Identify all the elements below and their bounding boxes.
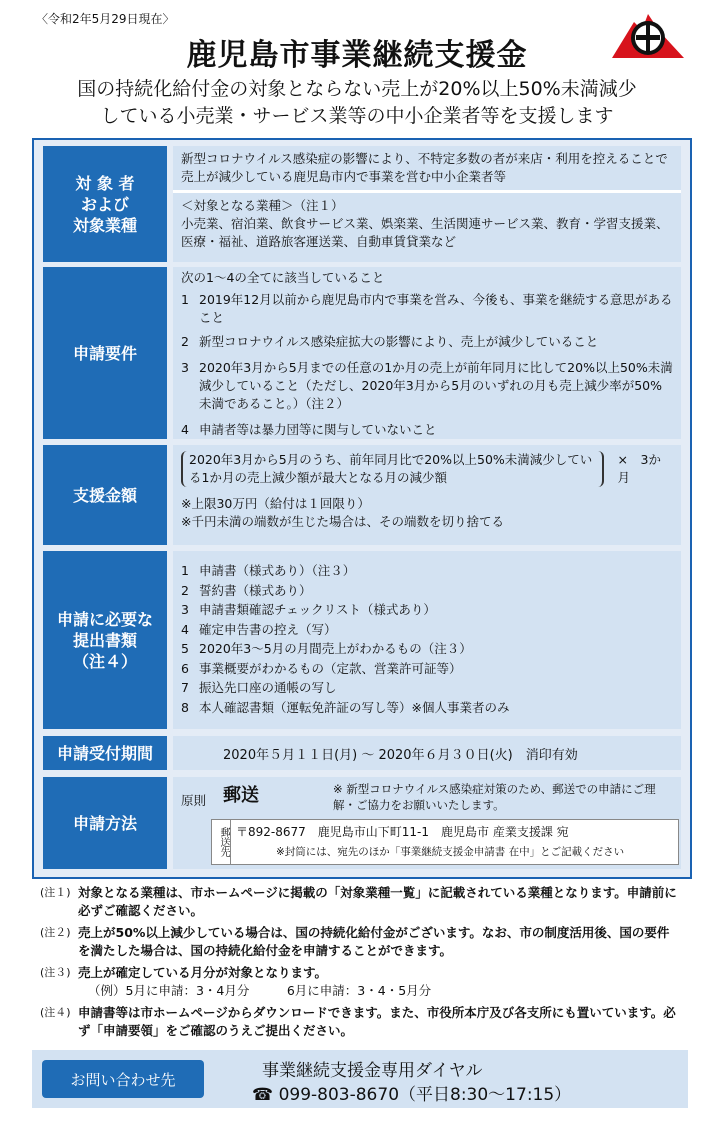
footnote: (注２) 売上が50%以上減少している場合は、国の持続化給付金がございます。なお、市の制度活用後、国の要件を満たした場合は、国の持続化給付金を申請することができます。 [40, 925, 670, 958]
section-content-documents [173, 551, 681, 729]
requirement-item: 4 申請者等は暴力団等に関与していないこと [181, 422, 437, 437]
page-title: 鹿児島市事業継続支援金 [186, 38, 528, 73]
amount-formula: 2020年3月から5月のうち、前年同月比で20%以上50%未満減少している1か月の売上減少額が最大となる月の減少額 [181, 451, 604, 487]
requirements-intro: 次の1～4の全てに該当していること [181, 270, 385, 285]
document-item: 8 本人確認書類（運転免許証の写し等）※個人事業者のみ [181, 699, 510, 715]
section-label-target: 対 象 者 および 対象業種 [43, 146, 167, 262]
application-period: 2020年５月１１日(月) ～ 2020年６月３０日(火) 消印有効 [223, 747, 578, 763]
principle-label: 原則 [181, 793, 207, 808]
document-item: 2 誓約書（様式あり） [181, 582, 312, 598]
section-documents [43, 551, 681, 729]
industry-list: 小売業、宿泊業、飲食サービス業、娯楽業、生活関連サービス業、教育・学習支援業、医療・福祉、道路旅客運送業、自動車賃貸業など [181, 216, 669, 249]
section-label-period: 申請受付期間 [43, 736, 167, 770]
subtitle [20, 76, 694, 130]
section-content-amount [173, 445, 681, 545]
document-item: 3 申請書類確認チェックリスト（様式あり） [181, 602, 436, 617]
section-content-requirements [173, 267, 681, 439]
section-label-requirements: 申請要件 [43, 267, 167, 439]
city-emblem-logo [612, 8, 684, 64]
section-amount [43, 445, 681, 545]
mail-address-box [211, 819, 679, 865]
mail-method: 郵送 [223, 785, 259, 806]
footnotes [40, 884, 680, 1044]
amount-rounding-note: ※千円未満の端数が生じた場合は、その端数を切り捨てる [181, 514, 504, 529]
mail-address-tag: 郵送先 [212, 820, 231, 864]
section-target [43, 146, 681, 262]
amount-cap-note: ※上限30万円（給付は１回限り） [181, 496, 370, 511]
requirement-item: 2 新型コロナウイルス感染症拡大の影響により、売上が減少していること [181, 334, 599, 349]
section-label-method: 申請方法 [43, 777, 167, 869]
footnote-example: （例）5月に申請：3・4月分 6月に申請：3・4・5月分 [88, 983, 432, 998]
footnote: (注１) 対象となる業種は、市ホームページに掲載の「対象業種一覧」に記載されている業種となります。申請前に必ずご確認ください。 [40, 885, 677, 918]
requirement-item: 1 2019年12月以前から鹿児島市内で事業を営み、今後も、事業を継続する意思があること [181, 292, 673, 325]
section-content-target [173, 146, 681, 262]
section-method [43, 777, 681, 869]
contact-panel [32, 1050, 688, 1108]
amount-multiplier: × 3か月 [617, 452, 661, 485]
section-requirements [43, 267, 681, 439]
document-item: 6 事業概要がわかるもの（定款、営業許可証等） [181, 660, 462, 676]
document-item: 5 2020年3～5月の月間売上がわかるもの（注３） [181, 641, 472, 656]
section-period [43, 736, 681, 770]
document-item: 4 確定申告書の控え（写） [181, 621, 337, 637]
section-content-method [173, 777, 681, 869]
as-of-date: 〈令和2年5月29日現在〉 [36, 12, 175, 26]
section-label-documents: 申請に必要な 提出書類 （注４） [43, 551, 167, 729]
industry-heading: ＜対象となる業種＞（注１） [181, 198, 344, 213]
contact-button[interactable]: お問い合わせ先 [42, 1060, 204, 1098]
target-description: 新型コロナウイルス感染症の影響により、不特定多数の者が来店・利用を控えることで売上が減少している鹿児島市内で事業を営む中小企業者等 [181, 151, 668, 184]
requirement-item: 3 2020年3月から5月までの任意の1か月の売上が前年同月に比して20%以上50%未満減少していること（ただし、2020年3月から5月のいずれの月も売上減少率が50%未満であること。）（注２） [181, 360, 673, 411]
subtitle-line-1: 国の持続化給付金の対象とならない売上が20%以上50%未満減少 [77, 78, 637, 100]
document-item: 7 振込先口座の通帳の写し [181, 680, 337, 695]
mail-notice: ※ 新型コロナウイルス感染症対策のため、郵送での申請にご理解・ご協力をお願いいたします。 [333, 782, 656, 812]
document-item: 1 申請書（様式あり）（注３） [181, 563, 356, 578]
mail-address: 〒892-8677 鹿児島市山下町11-1 鹿児島市 産業支援課 宛 [236, 825, 569, 839]
info-panel [32, 138, 692, 879]
contact-dial-name: 事業継続支援金専用ダイヤル [262, 1061, 483, 1081]
footnote: (注４) 申請書等は市ホームページからダウンロードできます。また、市役所本庁及び各支所にも置いています。必ず「申請要領」をご確認のうえご提出ください。 [40, 1005, 676, 1038]
footnote: (注３) 売上が確定している月分が対象となります。 [40, 965, 328, 980]
contact-phone: ☎ 099-803-8670（平日8:30～17:15） [252, 1085, 572, 1105]
section-label-amount: 支援金額 [43, 445, 167, 545]
envelope-note: ※封筒には、宛先のほか「事業継続支援金申請書 在中」とご記載ください [276, 846, 625, 858]
subtitle-line-2: している小売業・サービス業等の中小企業者等を支援します [100, 105, 614, 127]
section-content-period [173, 736, 681, 770]
